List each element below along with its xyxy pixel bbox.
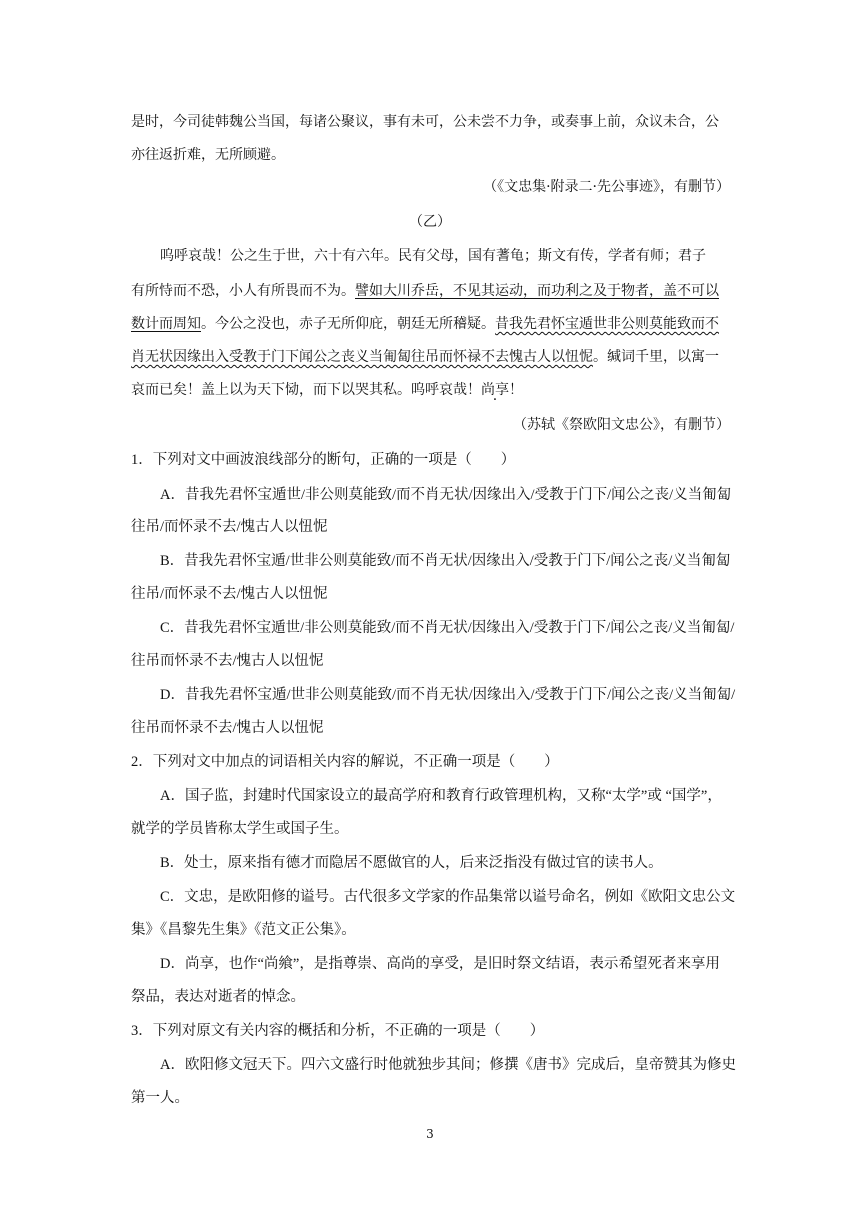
q3-option-a: A．欧阳修文冠天下。四六文盛行时他就独步其间；修撰《唐书》完成后，皇帝赞其为修史: [160, 1057, 736, 1073]
page-number: 3: [426, 1127, 434, 1141]
question-2-stem: 2．下列对文中加点的词语相关内容的解说，不正确一项是（ ）: [131, 754, 559, 770]
plain-text: 有所恃而不恐，小人有所畏而不为。: [131, 283, 355, 299]
passage-jia-source: （《文忠集·附录二·先公事迹》，有删节）: [483, 179, 730, 195]
q1-option-b: B．昔我先君怀宝遁/世非公则莫能致/而不肖无状/因缘出入/受教于门下/闻公之丧/义当匍匐: [160, 553, 731, 569]
q2-option-a: A．国子监，封建时代国家设立的最高学府和教育行政管理机构，又称“太学”或 “国学”，: [160, 788, 722, 804]
passage-yi-line: [131, 314, 731, 334]
plain-text: 哀而已矣！盖上以为天下恸，而下以哭其私。呜呼哀哉！: [131, 382, 481, 398]
q1-option-a-cont: 往吊/而怀录不去/愧古人以忸怩: [131, 519, 328, 535]
passage-jia-line: 是时，今司徒韩魏公当国，每诸公聚议，事有未可，公未尝不力争，或奏事上前，众议未合，公: [131, 114, 719, 130]
dotted-term: 尚享: [481, 382, 509, 398]
q2-option-d: D．尚享，也作“尚飨”，是指尊崇、高尚的享受，是旧时祭文结语，表示希望死者来享用: [160, 956, 720, 972]
q1-option-a: A．昔我先君怀宝遁世/非公则莫能致/而不肖无状/因缘出入/受教于门下/闻公之丧/义当匍匐: [160, 487, 732, 503]
q2-option-c-cont: 集》《昌黎先生集》《范文正公集》。: [131, 922, 356, 938]
passage-yi-heading: （乙）: [409, 214, 451, 230]
wavy-underlined-text: 肖无状因缘出入受教于门下闻公之丧义当匍匐往吊而怀禄不去愧古人以忸怩: [131, 349, 593, 365]
passage-yi-line: [131, 380, 731, 400]
plain-text: 。今公之没也，赤子无所仰庇，朝廷无所稽疑。: [201, 316, 495, 332]
q2-option-a-cont: 就学的学员皆称太学生或国子生。: [131, 821, 349, 837]
question-3-stem: 3．下列对原文有关内容的概括和分析，不正确的一项是（ ）: [131, 1023, 545, 1039]
q1-option-c: C．昔我先君怀宝遁世/非公则莫能致/而不肖无状/因缘出入/受教于门下/闻公之丧/义当匍匐/: [160, 620, 735, 636]
passage-yi-line: [131, 347, 731, 367]
wavy-underlined-text: 昔我先君怀宝遁世非公则莫能致而不: [495, 316, 719, 332]
underlined-text: 譬如大川乔岳，不见其运动，而功利之及于物者，盖不可以: [355, 283, 719, 299]
q2-option-c: C．文忠，是欧阳修的谥号。古代很多文学家的作品集常以谥号命名，例如《欧阳文忠公文: [160, 889, 736, 905]
q1-option-c-cont: 往吊而怀录不去/愧古人以忸怩: [131, 653, 324, 669]
q1-option-b-cont: 往吊/而怀录不去/愧古人以忸怩: [131, 586, 328, 602]
q1-option-d: D．昔我先君怀宝遁/世非公则莫能致/而不肖无状/因缘出入/受教于门下/闻公之丧/义当匍匐/: [160, 687, 736, 703]
passage-yi-line: [131, 281, 731, 301]
underlined-text: 数计而周知: [131, 316, 201, 332]
passage-yi-source: （苏轼《祭欧阳文忠公》，有删节）: [513, 417, 730, 433]
q3-option-a-cont: 第一人。: [131, 1090, 189, 1106]
passage-jia-line: 亦往返折难，无所顾避。: [131, 147, 285, 163]
passage-yi-line: 呜呼哀哉！公之生于世，六十有六年。民有父母，国有蓍龟；斯文有传，学者有师；君子: [160, 248, 706, 264]
plain-text: 。缄词千里，以寓一: [593, 349, 719, 365]
plain-text: ！: [509, 382, 523, 398]
q2-option-b: B．处士，原来指有德才而隐居不愿做官的人，后来泛指没有做过官的读书人。: [160, 855, 663, 871]
question-1-stem: 1．下列对文中画波浪线部分的断句，正确的一项是（ ）: [131, 452, 516, 468]
q1-option-d-cont: 往吊而怀录不去/愧古人以忸怩: [131, 720, 324, 736]
q2-option-d-cont: 祭品，表达对逝者的悼念。: [131, 989, 305, 1005]
